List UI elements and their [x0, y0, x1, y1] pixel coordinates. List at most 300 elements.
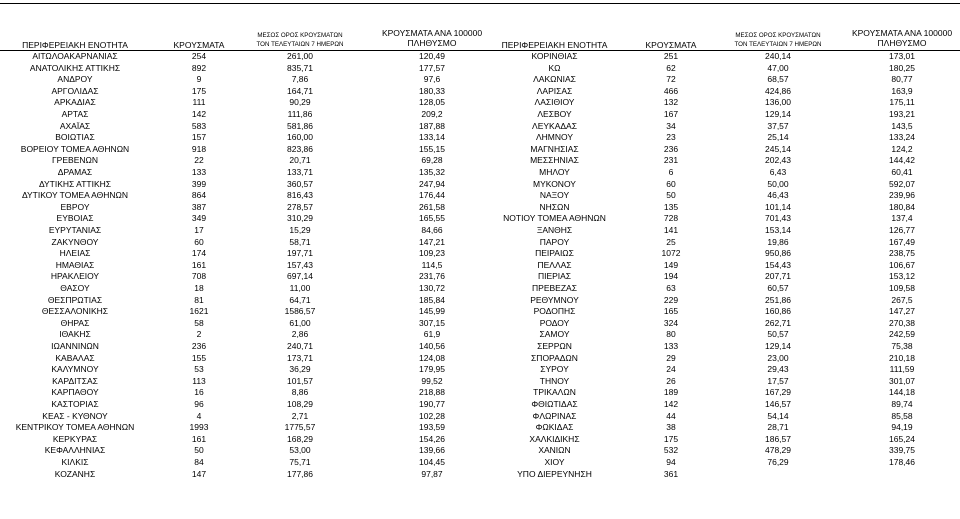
cases-per-100k: 165,24 — [889, 433, 915, 444]
table-row — [492, 132, 960, 144]
cases-per-100k: 247,94 — [419, 178, 445, 189]
case-count: 174 — [191, 248, 207, 259]
cases-per-100k: 176,44 — [419, 190, 445, 201]
region-name: ΦΩΚΙΔΑΣ — [535, 422, 574, 433]
seven-day-average: 108,29 — [287, 399, 313, 409]
seven-day-average: 197,71 — [287, 248, 313, 259]
cases-per-100k: 239,96 — [889, 190, 915, 201]
region-name: ΚΑΛΥΜΝΟΥ — [51, 364, 99, 375]
table-row — [0, 190, 492, 202]
cases-per-100k: 154,26 — [419, 433, 445, 444]
region-name: ΚΑΣΤΟΡΙΑΣ — [51, 399, 99, 409]
case-count: 16 — [194, 387, 204, 398]
region-name: ΛΑΡΙΣΑΣ — [536, 85, 573, 96]
region-name: ΚΑΒΑΛΑΣ — [55, 352, 95, 363]
cases-per-100k: 167,49 — [889, 236, 915, 247]
seven-day-average: 278,57 — [287, 201, 313, 212]
seven-day-average: 46,43 — [767, 190, 789, 201]
case-count: 94 — [666, 457, 676, 467]
region-name: ΧΑΛΚΙΔΙΚΗΣ — [529, 433, 580, 444]
seven-day-average: 90,29 — [289, 97, 311, 108]
region-name: ΚΟΡΙΝΘΙΑΣ — [531, 51, 578, 61]
cases-per-100k: 109,23 — [419, 248, 445, 259]
table-row — [492, 225, 960, 237]
region-name: ΠΑΡΟΥ — [539, 236, 570, 247]
seven-day-average: 202,43 — [765, 155, 791, 166]
case-count: 583 — [191, 120, 207, 131]
seven-day-average: 15,29 — [289, 225, 311, 235]
cases-per-100k: 84,66 — [421, 225, 443, 235]
table-row — [492, 144, 960, 156]
cases-per-100k: 190,77 — [419, 399, 445, 409]
region-name: ΚΟΖΑΝΗΣ — [54, 468, 96, 479]
header-avg-left — [240, 31, 360, 49]
table-row — [0, 121, 492, 133]
region-name: ΑΡΚΑΔΙΑΣ — [54, 97, 96, 108]
case-count: 165 — [663, 306, 679, 317]
cases-per-100k — [846, 469, 958, 480]
region-name: ΕΥΒΟΙΑΣ — [56, 213, 94, 224]
cases-per-100k: 111,59 — [889, 364, 915, 375]
table-row — [0, 318, 492, 330]
region-name: ΣΕΡΡΩΝ — [537, 341, 572, 351]
region-name: ΜΗΛΟΥ — [539, 167, 570, 177]
cases-per-100k: 144,42 — [889, 155, 915, 166]
region-name: ΛΗΜΝΟΥ — [535, 132, 574, 143]
cases-per-100k: 173,01 — [889, 51, 915, 61]
cases-per-100k: 301,07 — [889, 375, 915, 386]
header-region-left: ΠΕΡΙΦΕΡΕΙΑΚΗ ΕΝΟΤΗΤΑ — [22, 40, 128, 50]
region-name: ΓΡΕΒΕΝΩΝ — [52, 155, 98, 166]
case-count: 84 — [194, 457, 204, 467]
case-count: 167 — [663, 109, 679, 119]
seven-day-average: 262,71 — [765, 317, 791, 328]
header-cases-left: ΚΡΟΥΣΜΑΤΑ — [173, 40, 225, 50]
table-row — [492, 469, 960, 481]
region-name: ΔΡΑΜΑΣ — [57, 167, 93, 177]
table-row — [0, 295, 492, 307]
table-row — [492, 364, 960, 376]
case-count: 72 — [666, 74, 676, 85]
case-count: 466 — [663, 85, 679, 96]
seven-day-average: 160,00 — [287, 132, 313, 143]
seven-day-average: 25,14 — [767, 132, 789, 143]
table-row — [0, 445, 492, 457]
table-row — [492, 457, 960, 469]
seven-day-average: 54,14 — [767, 410, 789, 421]
case-count: 6 — [668, 167, 674, 177]
region-name: ΝΑΞΟΥ — [539, 190, 570, 201]
cases-per-100k: 97,87 — [421, 468, 443, 479]
cases-per-100k: 139,66 — [419, 445, 445, 456]
table-row — [492, 376, 960, 388]
cases-per-100k: 89,74 — [891, 399, 913, 409]
cases-per-100k: 144,18 — [889, 387, 915, 398]
seven-day-average: 153,14 — [765, 225, 791, 235]
case-count: 96 — [194, 399, 204, 409]
table-row — [0, 376, 492, 388]
cases-per-100k: 133,14 — [419, 132, 445, 143]
table-row — [492, 318, 960, 330]
top-border — [0, 3, 960, 4]
table-row — [0, 167, 492, 179]
region-name: ΚΑΡΔΙΤΣΑΣ — [52, 375, 98, 386]
cases-per-100k: 85,58 — [891, 410, 913, 421]
seven-day-average: 154,43 — [765, 259, 791, 270]
case-count: 231 — [663, 155, 679, 166]
case-count: 892 — [191, 62, 207, 73]
region-name: ΠΡΕΒΕΖΑΣ — [532, 283, 577, 293]
cases-per-100k: 130,72 — [419, 283, 445, 293]
case-count: 135 — [663, 201, 679, 212]
table-row — [0, 457, 492, 469]
cases-per-100k: 180,84 — [889, 201, 915, 212]
seven-day-average: 173,71 — [287, 352, 313, 363]
seven-day-average: 76,29 — [767, 457, 789, 467]
region-name: ΑΧΑΪΑΣ — [59, 120, 91, 131]
cases-per-100k: 145,99 — [419, 306, 445, 317]
cases-per-100k: 133,24 — [889, 132, 915, 143]
cases-per-100k: 267,5 — [891, 294, 913, 305]
table-row — [492, 387, 960, 399]
case-count: 23 — [666, 132, 676, 143]
case-count: 62 — [666, 62, 676, 73]
region-name: ΕΥΡΥΤΑΝΙΑΣ — [48, 225, 102, 235]
seven-day-average: 64,71 — [289, 294, 311, 305]
table-row — [0, 225, 492, 237]
case-count: 25 — [666, 236, 676, 247]
table-row — [0, 237, 492, 249]
case-count: 2 — [196, 329, 202, 340]
cases-per-100k: 155,15 — [419, 143, 445, 154]
seven-day-average: 177,86 — [287, 468, 313, 479]
table-row — [0, 387, 492, 399]
seven-day-average: 816,43 — [287, 190, 313, 201]
cases-per-100k: 163,9 — [891, 85, 913, 96]
seven-day-average: 146,57 — [765, 399, 791, 409]
case-count: 251 — [663, 51, 679, 61]
seven-day-average: 19,86 — [767, 236, 789, 247]
region-name: ΝΗΣΩΝ — [539, 201, 570, 212]
case-count: 38 — [666, 422, 676, 433]
case-count: 194 — [663, 271, 679, 282]
case-count: 1621 — [189, 306, 209, 317]
case-count: 113 — [192, 375, 206, 386]
case-count: 1993 — [189, 422, 209, 433]
case-count: 161 — [191, 433, 207, 444]
region-name: ΦΘΙΩΤΙΔΑΣ — [531, 399, 578, 409]
table-row — [492, 109, 960, 121]
table-row — [492, 202, 960, 214]
seven-day-average: 6,43 — [769, 167, 787, 177]
cases-per-100k: 61,9 — [423, 329, 441, 340]
case-count: 149 — [663, 259, 679, 270]
seven-day-average: 701,43 — [765, 213, 791, 224]
seven-day-average: 2,71 — [291, 410, 309, 421]
cases-per-100k: 126,77 — [889, 225, 915, 235]
region-name: ΝΟΤΙΟΥ ΤΟΜΕΑ ΑΘΗΝΩΝ — [503, 213, 606, 224]
table-row — [0, 341, 492, 353]
case-count: 236 — [663, 143, 679, 154]
cases-per-100k: 137,4 — [891, 213, 913, 224]
table-row — [492, 179, 960, 191]
case-count: 34 — [666, 120, 676, 131]
case-count: 254 — [191, 51, 207, 61]
table-row — [0, 364, 492, 376]
table-row — [0, 179, 492, 191]
case-count: 58 — [194, 317, 204, 328]
seven-day-average: 53,00 — [289, 445, 311, 456]
table-row — [492, 97, 960, 109]
table-row — [492, 283, 960, 295]
seven-day-average: 7,86 — [291, 74, 309, 85]
case-count: 60 — [194, 236, 204, 247]
case-count: 361 — [663, 468, 679, 479]
cases-per-100k: 109,58 — [889, 283, 915, 293]
table-row — [0, 353, 492, 365]
cases-per-100k: 143,5 — [891, 120, 913, 131]
cases-per-100k: 270,38 — [889, 317, 915, 328]
cases-per-100k: 99,52 — [421, 375, 443, 386]
cases-per-100k: 175,11 — [889, 97, 915, 108]
cases-per-100k: 187,88 — [419, 120, 445, 131]
seven-day-average: 136,00 — [765, 97, 791, 108]
seven-day-average: 58,71 — [289, 236, 311, 247]
table-row — [0, 434, 492, 446]
case-count: 918 — [191, 143, 207, 154]
cases-per-100k: 140,56 — [419, 341, 445, 351]
table-row — [492, 167, 960, 179]
seven-day-average: 129,14 — [765, 109, 791, 119]
header-per100k-line1: ΚΡΟΥΣΜΑΤΑ ΑΝΑ 100000 — [381, 28, 483, 38]
header-per100k-line2: ΠΛΗΘΥΣΜΟ — [407, 38, 457, 48]
region-name: ΚΕΑΣ - ΚΥΘΝΟΥ — [42, 410, 108, 421]
region-name: ΒΟΡΕΙΟΥ ΤΟΜΕΑ ΑΘΗΝΩΝ — [20, 143, 130, 154]
cases-per-100k: 231,76 — [419, 271, 445, 282]
cases-per-100k: 69,28 — [421, 155, 443, 166]
case-count: 60 — [666, 178, 676, 189]
case-count: 133 — [191, 167, 207, 177]
seven-day-average: 47,00 — [767, 62, 789, 73]
case-count: 22 — [194, 155, 204, 166]
cases-per-100k: 124,2 — [891, 143, 913, 154]
table-row — [492, 260, 960, 272]
seven-day-average: 11,00 — [289, 283, 311, 293]
case-count: 155 — [191, 352, 207, 363]
seven-day-average: 68,57 — [767, 74, 789, 85]
case-count: 142 — [663, 399, 679, 409]
header-avg-line2: ΤΟΝ ΤΕΛΕΥΤΑΙΩΝ 7 ΗΜΕΡΩΝ — [256, 41, 344, 48]
seven-day-average: 240,71 — [287, 341, 313, 351]
table-row — [492, 190, 960, 202]
case-count: 133 — [663, 341, 679, 351]
region-name: ΜΕΣΣΗΝΙΑΣ — [530, 155, 579, 166]
seven-day-average: 424,86 — [765, 85, 791, 96]
region-name: ΗΡΑΚΛΕΙΟΥ — [50, 271, 100, 282]
table-row — [0, 51, 492, 63]
header-avg-line2: ΤΟΝ ΤΕΛΕΥΤΑΙΩΝ 7 ΗΜΕΡΩΝ — [734, 41, 822, 48]
case-count: 532 — [663, 445, 679, 456]
region-name: ΗΜΑΘΙΑΣ — [55, 259, 95, 270]
case-count: 157 — [191, 132, 207, 143]
region-name: ΥΠΟ ΔΙΕΡΕΥΝΗΣΗ — [517, 468, 592, 479]
cases-per-100k: 128,05 — [419, 97, 445, 108]
region-name: ΚΑΡΠΑΘΟΥ — [51, 387, 99, 398]
case-count: 18 — [194, 283, 204, 293]
cases-per-100k: 180,25 — [889, 62, 915, 73]
table-row — [492, 434, 960, 446]
cases-per-100k: 165,55 — [419, 213, 445, 224]
cases-per-100k: 193,21 — [889, 109, 915, 119]
case-count: 161 — [191, 259, 207, 270]
seven-day-average: 60,57 — [767, 283, 789, 293]
seven-day-average: 61,00 — [289, 317, 311, 328]
cases-per-100k: 339,75 — [889, 445, 915, 456]
case-count: 50 — [666, 190, 676, 201]
region-name: ΘΕΣΣΑΛΟΝΙΚΗΣ — [41, 306, 109, 317]
table-row — [492, 271, 960, 283]
seven-day-average: 160,86 — [765, 306, 791, 317]
cases-per-100k: 238,75 — [889, 248, 915, 259]
cases-per-100k: 242,59 — [889, 329, 915, 340]
case-count: 229 — [663, 294, 679, 305]
case-count: 132 — [663, 97, 679, 108]
case-count: 189 — [663, 387, 679, 398]
header-avg-line1: ΜΕΣΟΣ ΟΡΟΣ ΚΡΟΥΣΜΑΤΩΝ — [257, 32, 343, 39]
region-name: ΡΟΔΟΥ — [539, 317, 570, 328]
seven-day-average: 823,86 — [287, 143, 313, 154]
seven-day-average: 478,29 — [765, 445, 791, 456]
region-name: ΞΑΝΘΗΣ — [536, 225, 573, 235]
cases-per-100k: 147,21 — [419, 236, 445, 247]
region-name: ΚΕΝΤΡΙΚΟΥ ΤΟΜΕΑ ΑΘΗΝΩΝ — [15, 422, 135, 433]
region-name: ΛΕΥΚΑΔΑΣ — [532, 120, 577, 131]
table-row — [0, 248, 492, 260]
case-count: 9 — [196, 74, 202, 85]
table-row — [492, 295, 960, 307]
cases-per-100k: 177,57 — [419, 62, 445, 73]
header-avg-line1: ΜΕΣΟΣ ΟΡΟΣ ΚΡΟΥΣΜΑΤΩΝ — [735, 32, 821, 39]
table-row — [492, 74, 960, 86]
cases-per-100k: 210,18 — [889, 352, 915, 363]
table-row — [0, 144, 492, 156]
region-name: ΠΕΛΛΑΣ — [537, 259, 572, 270]
seven-day-average: 1586,57 — [284, 306, 316, 317]
region-name: ΘΗΡΑΣ — [60, 317, 90, 328]
table-row — [0, 469, 492, 481]
table-row — [492, 411, 960, 423]
region-name: ΑΡΤΑΣ — [61, 109, 89, 119]
cases-per-100k: 185,84 — [419, 294, 445, 305]
seven-day-average: 133,71 — [287, 167, 313, 177]
header-region-right: ΠΕΡΙΦΕΡΕΙΑΚΗ ΕΝΟΤΗΤΑ — [501, 40, 608, 50]
cases-per-100k: 135,32 — [419, 167, 445, 177]
region-name: ΘΕΣΠΡΩΤΙΑΣ — [47, 294, 103, 305]
case-count: 17 — [194, 225, 204, 235]
table-row — [492, 248, 960, 260]
seven-day-average: 36,29 — [289, 364, 311, 375]
table-row — [0, 271, 492, 283]
table-row — [492, 86, 960, 98]
seven-day-average: 261,00 — [287, 51, 313, 61]
case-count: 1072 — [661, 248, 681, 259]
seven-day-average: 207,71 — [765, 271, 791, 282]
table-row — [492, 353, 960, 365]
table-row — [0, 283, 492, 295]
case-count: 24 — [666, 364, 676, 375]
cases-per-100k: 124,08 — [419, 352, 445, 363]
table-row — [492, 329, 960, 341]
cases-per-100k: 193,59 — [419, 422, 445, 433]
seven-day-average: 37,57 — [767, 120, 789, 131]
cases-per-100k: 114,5 — [421, 259, 443, 270]
table-row — [492, 213, 960, 225]
header-per100k-line2: ΠΛΗΘΥΣΜΟ — [877, 38, 927, 48]
region-name: ΑΡΓΟΛΙΔΑΣ — [51, 85, 99, 96]
region-name: ΣΥΡΟΥ — [540, 364, 569, 375]
header-cases-right: ΚΡΟΥΣΜΑΤΑ — [645, 40, 697, 50]
region-name: ΒΟΙΩΤΙΑΣ — [55, 132, 95, 143]
seven-day-average: 29,43 — [767, 364, 789, 375]
seven-day-average: 168,29 — [287, 433, 313, 444]
region-name: ΣΑΜΟΥ — [539, 329, 570, 340]
table-row — [0, 63, 492, 75]
case-count: 142 — [191, 109, 207, 119]
table-row — [492, 422, 960, 434]
seven-day-average: 75,71 — [289, 457, 311, 467]
seven-day-average: 251,86 — [765, 294, 791, 305]
table-row — [0, 202, 492, 214]
seven-day-average: 20,71 — [289, 155, 311, 166]
seven-day-average: 167,29 — [765, 387, 791, 398]
region-name: ΤΗΝΟΥ — [539, 375, 570, 386]
region-name: ΙΘΑΚΗΣ — [59, 329, 91, 340]
seven-day-average: 1775,57 — [284, 422, 316, 433]
cases-per-100k: 592,07 — [889, 178, 915, 189]
table-row — [0, 399, 492, 411]
region-name: ΑΝΑΤΟΛΙΚΗΣ ΑΤΤΙΚΗΣ — [29, 62, 121, 73]
region-name: ΑΙΤΩΛΟΑΚΑΡΝΑΝΙΑΣ — [32, 51, 118, 61]
case-count: 399 — [191, 178, 207, 189]
case-count: 864 — [191, 190, 207, 201]
cases-per-100k: 209,2 — [421, 109, 443, 119]
seven-day-average: 581,86 — [287, 120, 313, 131]
region-name: ΣΠΟΡΑΔΩΝ — [531, 352, 578, 363]
seven-day-average: 240,14 — [765, 51, 791, 61]
table-row — [492, 237, 960, 249]
cases-per-100k: 104,45 — [419, 457, 445, 467]
case-count: 141 — [663, 225, 679, 235]
region-name: ΙΩΑΝΝΙΝΩΝ — [51, 341, 99, 351]
table-row — [492, 155, 960, 167]
region-name: ΦΛΩΡΙΝΑΣ — [532, 410, 577, 421]
table-row — [0, 109, 492, 121]
cases-per-100k: 75,38 — [891, 341, 913, 351]
cases-per-100k: 97,6 — [423, 74, 441, 85]
cases-per-100k: 179,95 — [419, 364, 445, 375]
table-row — [0, 213, 492, 225]
seven-day-average: 23,00 — [767, 352, 789, 363]
case-count: 175 — [191, 85, 207, 96]
region-name: ΔΥΤΙΚΟΥ ΤΟΜΕΑ ΑΘΗΝΩΝ — [21, 190, 129, 201]
table-row — [0, 422, 492, 434]
table-row — [492, 121, 960, 133]
seven-day-average: 186,57 — [765, 433, 791, 444]
cases-per-100k: 153,12 — [889, 271, 915, 282]
seven-day-average — [718, 469, 838, 480]
cases-per-100k: 178,46 — [889, 457, 915, 467]
case-count: 387 — [191, 201, 207, 212]
